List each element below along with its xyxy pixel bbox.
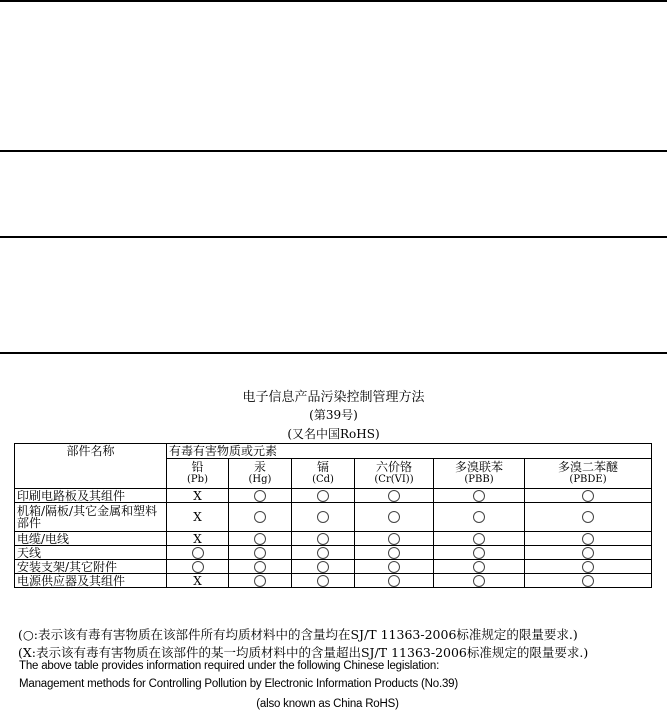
circle-icon [192, 561, 204, 573]
circle-icon [388, 511, 400, 523]
circle-icon [473, 490, 485, 502]
part-name-cell: 机箱/隔板/其它金属和塑料部件 [15, 503, 167, 532]
compliant-mark [292, 546, 355, 560]
compliant-mark [525, 560, 652, 574]
circle-legend-note: (○:表示该有毒有害物质在该部件所有均质材料中的含量均在SJ/T 11363-2006标准规定的限量要求.) [18, 627, 578, 642]
circle-icon [582, 490, 594, 502]
exceeds-mark: X [167, 574, 229, 588]
table-row [15, 532, 652, 546]
circle-icon [473, 561, 485, 573]
part-name-cell: 电源供应器及其组件 [15, 574, 167, 588]
divider-rule-1 [0, 150, 667, 152]
english-note-line-1: The above table provides information required under the following Chinese legislation: [19, 660, 440, 672]
circle-icon [317, 575, 329, 587]
doc-title: 电子信息产品污染控制管理方法 [242, 390, 425, 405]
compliant-mark [355, 489, 434, 503]
english-note-line-3: (also known as China RoHS) [256, 698, 399, 710]
compliant-mark [525, 532, 652, 546]
compliant-mark [434, 574, 525, 588]
circle-icon [582, 575, 594, 587]
part-name-cell: 印刷电路板及其组件 [15, 489, 167, 503]
circle-icon [388, 490, 400, 502]
compliant-mark [525, 546, 652, 560]
circle-icon [254, 511, 266, 523]
circle-icon [582, 561, 594, 573]
part-name-cell: 电缆/电线 [15, 532, 167, 546]
circle-icon [317, 547, 329, 559]
circle-icon [473, 533, 485, 545]
compliant-mark [229, 503, 292, 532]
compliant-mark [434, 503, 525, 532]
compliant-mark [229, 532, 292, 546]
compliant-mark [525, 503, 652, 532]
circle-icon [317, 511, 329, 523]
circle-icon [473, 547, 485, 559]
table-row [15, 574, 652, 588]
circle-icon [473, 575, 485, 587]
substance-header: 铅 (Pb) [167, 459, 229, 489]
compliant-mark [434, 560, 525, 574]
x-legend-note: (X:表示该有毒有害物质在该部件的某一均质材料中的含量超出SJ/T 11363-2006标准规定的限量要求.) [18, 645, 589, 660]
circle-icon [254, 547, 266, 559]
compliant-mark [229, 560, 292, 574]
rohs-table [14, 443, 652, 588]
exceeds-mark: X [167, 503, 229, 532]
part-name-header: 部件名称 [15, 444, 167, 489]
compliant-mark [167, 560, 229, 574]
substance-header: 汞 (Hg) [229, 459, 292, 489]
compliant-mark [525, 489, 652, 503]
circle-icon [473, 511, 485, 523]
doc-subtitle: (第39号) [309, 408, 358, 422]
compliant-mark [355, 560, 434, 574]
compliant-mark [355, 532, 434, 546]
circle-icon [582, 533, 594, 545]
table-row [15, 489, 652, 503]
table-row [15, 503, 652, 532]
divider-rule-3 [0, 352, 667, 354]
compliant-mark [355, 546, 434, 560]
part-name-cell: 安装支架/其它附件 [15, 560, 167, 574]
table-row [15, 560, 652, 574]
divider-rule-2 [0, 236, 667, 238]
table-row [15, 546, 652, 560]
substance-header: 多溴二苯醚 (PBDE) [525, 459, 652, 489]
top-rule [0, 0, 667, 2]
part-name-cell: 天线 [15, 546, 167, 560]
compliant-mark [525, 574, 652, 588]
compliant-mark [434, 546, 525, 560]
compliant-mark [292, 560, 355, 574]
compliant-mark [292, 489, 355, 503]
substance-header: 多溴联苯 (PBB) [434, 459, 525, 489]
circle-icon [254, 561, 266, 573]
compliant-mark [229, 574, 292, 588]
exceeds-mark: X [167, 489, 229, 503]
table-header-row [15, 444, 652, 459]
circle-icon [192, 547, 204, 559]
circle-icon [582, 547, 594, 559]
circle-icon [582, 511, 594, 523]
compliant-mark [292, 574, 355, 588]
compliant-mark [229, 546, 292, 560]
compliant-mark [229, 489, 292, 503]
circle-icon [388, 547, 400, 559]
compliant-mark [292, 532, 355, 546]
english-note-line-2: Management methods for Controlling Pollution by Electronic Information Products (No.39) [19, 678, 458, 690]
exceeds-mark: X [167, 532, 229, 546]
circle-icon [254, 490, 266, 502]
compliant-mark [167, 546, 229, 560]
substance-header: 镉 (Cd) [292, 459, 355, 489]
circle-icon [254, 533, 266, 545]
doc-aka: (又名中国RoHS) [287, 427, 380, 441]
compliant-mark [355, 574, 434, 588]
circle-icon [254, 575, 266, 587]
circle-icon [388, 575, 400, 587]
compliant-mark [434, 532, 525, 546]
circle-icon [317, 561, 329, 573]
circle-icon [317, 490, 329, 502]
substance-group-header: 有毒有害物质或元素 [167, 444, 652, 459]
circle-icon [317, 533, 329, 545]
circle-icon [388, 533, 400, 545]
substance-header: 六价铬 (Cr(VI)) [355, 459, 434, 489]
circle-icon [388, 561, 400, 573]
compliant-mark [355, 503, 434, 532]
compliant-mark [434, 489, 525, 503]
compliant-mark [292, 503, 355, 532]
